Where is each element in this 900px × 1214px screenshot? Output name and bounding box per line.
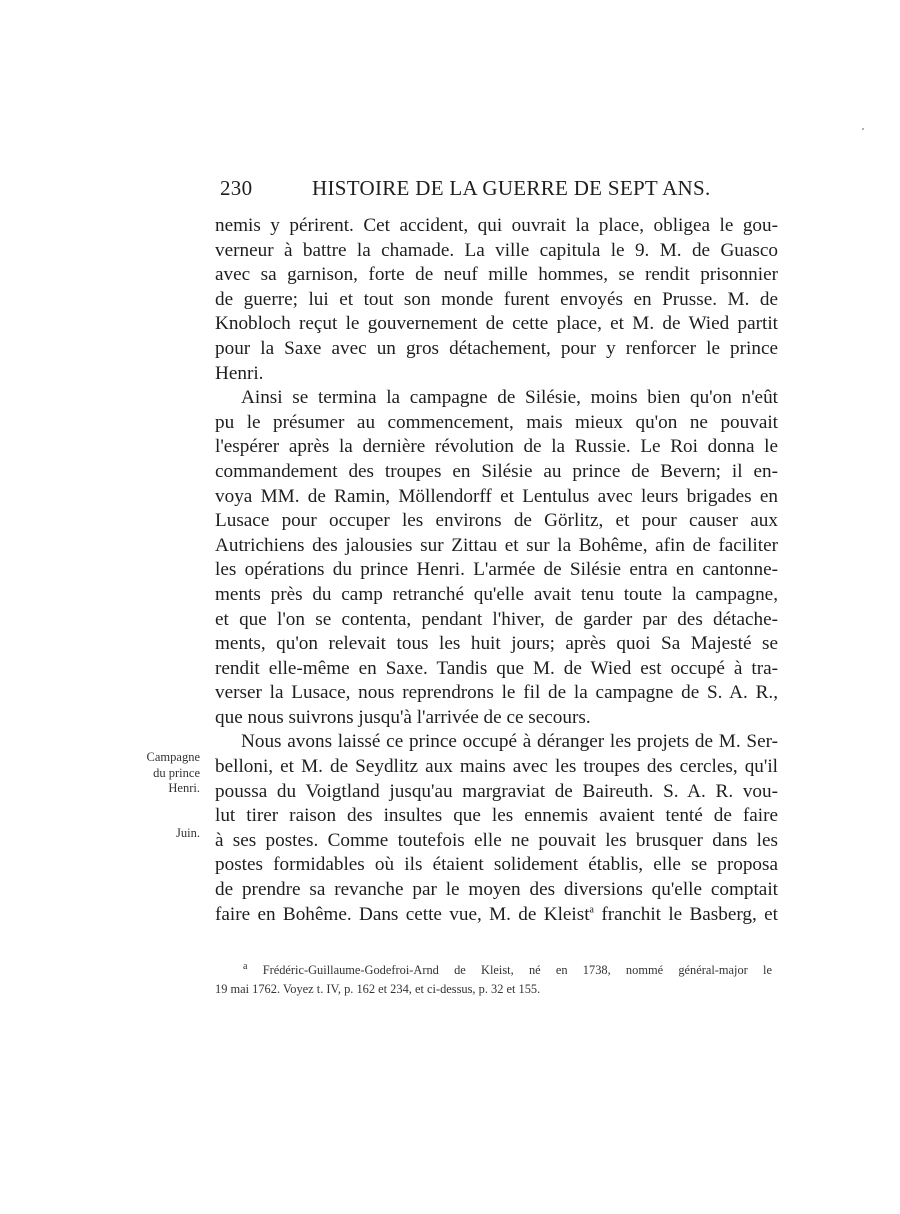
running-title: HISTOIRE DE LA GUERRE DE SEPT ANS. <box>312 176 711 200</box>
footnote-marker: a <box>589 904 594 916</box>
text-line: les opérations du prince Henri. L'armée de Silésie entra en cantonne- <box>215 559 778 581</box>
text-line: nemis y périrent. Cet accident, qui ouvrait la place, obligea le gou- <box>215 215 778 236</box>
text-line: ments près du camp retranché qu'elle avait tenu toute la campagne, <box>215 583 778 605</box>
footnote-marker: a <box>243 960 248 972</box>
text-span: faire en Bohême. Dans cette vue, M. de Kleist <box>215 903 590 925</box>
text-line: belloni, et M. de Seydlitz aux mains avec les troupes des cercles, qu'il <box>215 756 778 778</box>
footnote-line: 19 mai 1762. Voyez t. IV, p. 162 et 234, et ci-dessus, p. 32 et 155. <box>215 982 541 996</box>
paper-speck <box>862 128 864 130</box>
margin-note-campaign <box>147 750 200 797</box>
footnote-text: Frédéric-Guillaume-Godefroi-Arnd de Kleist, né en 1738, nommé général-major le <box>262 963 772 977</box>
text-line: lut tirer raison des insultes que les ennemis avaient tenté de faire <box>215 805 778 827</box>
margin-note-line: Henri. <box>168 781 200 795</box>
page-number: 230 <box>220 176 253 200</box>
text-line: commandement des troupes en Silésie au prince de Bevern; il en- <box>215 460 778 482</box>
page-header <box>214 176 780 210</box>
text-line: pour la Saxe avec un gros détachement, pour y renforcer le prince <box>215 337 778 359</box>
text-line: que nous suivrons jusqu'à l'arrivée de ce secours. <box>215 706 591 728</box>
text-line: voya MM. de Ramin, Möllendorff et Lentulus avec leurs brigades en <box>215 485 778 507</box>
text-line: Henri. <box>215 362 264 384</box>
text-line: Autrichiens des jalousies sur Zittau et sur la Bohême, afin de faciliter <box>215 534 778 556</box>
text-line: de guerre; lui et tout son monde furent envoyés en Prusse. M. de <box>215 288 778 310</box>
footnote <box>215 961 772 999</box>
text-line: verneur à battre la chamade. La ville capitula le 9. M. de Guasco <box>215 239 778 261</box>
text-line: de prendre sa revanche par le moyen des diversions qu'elle comptait <box>215 879 778 901</box>
text-line: poussa du Voigtland jusqu'au margraviat de Baireuth. S. A. R. vou- <box>215 780 778 802</box>
text-line: à ses postes. Comme toutefois elle ne pouvait les brusquer dans les <box>215 829 778 851</box>
text-line: Nous avons laissé ce prince occupé à déranger les projets de M. Ser- <box>241 731 778 753</box>
body-text <box>215 214 778 927</box>
text-line: Ainsi se termina la campagne de Silésie, moins bien qu'on n'eût <box>241 387 778 409</box>
text-line: avec sa garnison, forte de neuf mille hommes, se rendit prisonnier <box>215 264 778 286</box>
text-line: postes formidables où ils étaient solidement établis, elle se proposa <box>215 854 778 876</box>
text-line: Lusace pour occuper les environs de Görlitz, et pour causer aux <box>215 510 778 532</box>
text-line <box>215 903 778 928</box>
margin-note-line: Campagne <box>146 750 200 764</box>
text-line: ments, qu'on relevait tous les huit jours; après quoi Sa Majesté se <box>215 633 778 655</box>
text-line: l'espérer après la dernière révolution de la Russie. Le Roi donna le <box>215 436 778 458</box>
footnote-line <box>215 961 772 980</box>
text-line: Knobloch reçut le gouvernement de cette place, et M. de Wied partit <box>215 313 778 335</box>
margin-note-month: Juin. <box>176 826 200 840</box>
text-line: pu le présumer au commencement, mais mieux qu'on ne pouvait <box>215 411 778 433</box>
text-line: et que l'on se contenta, pendant l'hiver, de garder par des détache- <box>215 608 778 630</box>
text-span: franchit le Basberg, et <box>601 903 778 925</box>
text-line: verser la Lusace, nous reprendrons le fil de la campagne de S. A. R., <box>215 682 778 704</box>
text-line: rendit elle-même en Saxe. Tandis que M. de Wied est occupé à tra- <box>215 657 778 679</box>
margin-note-line: du prince <box>153 765 200 780</box>
